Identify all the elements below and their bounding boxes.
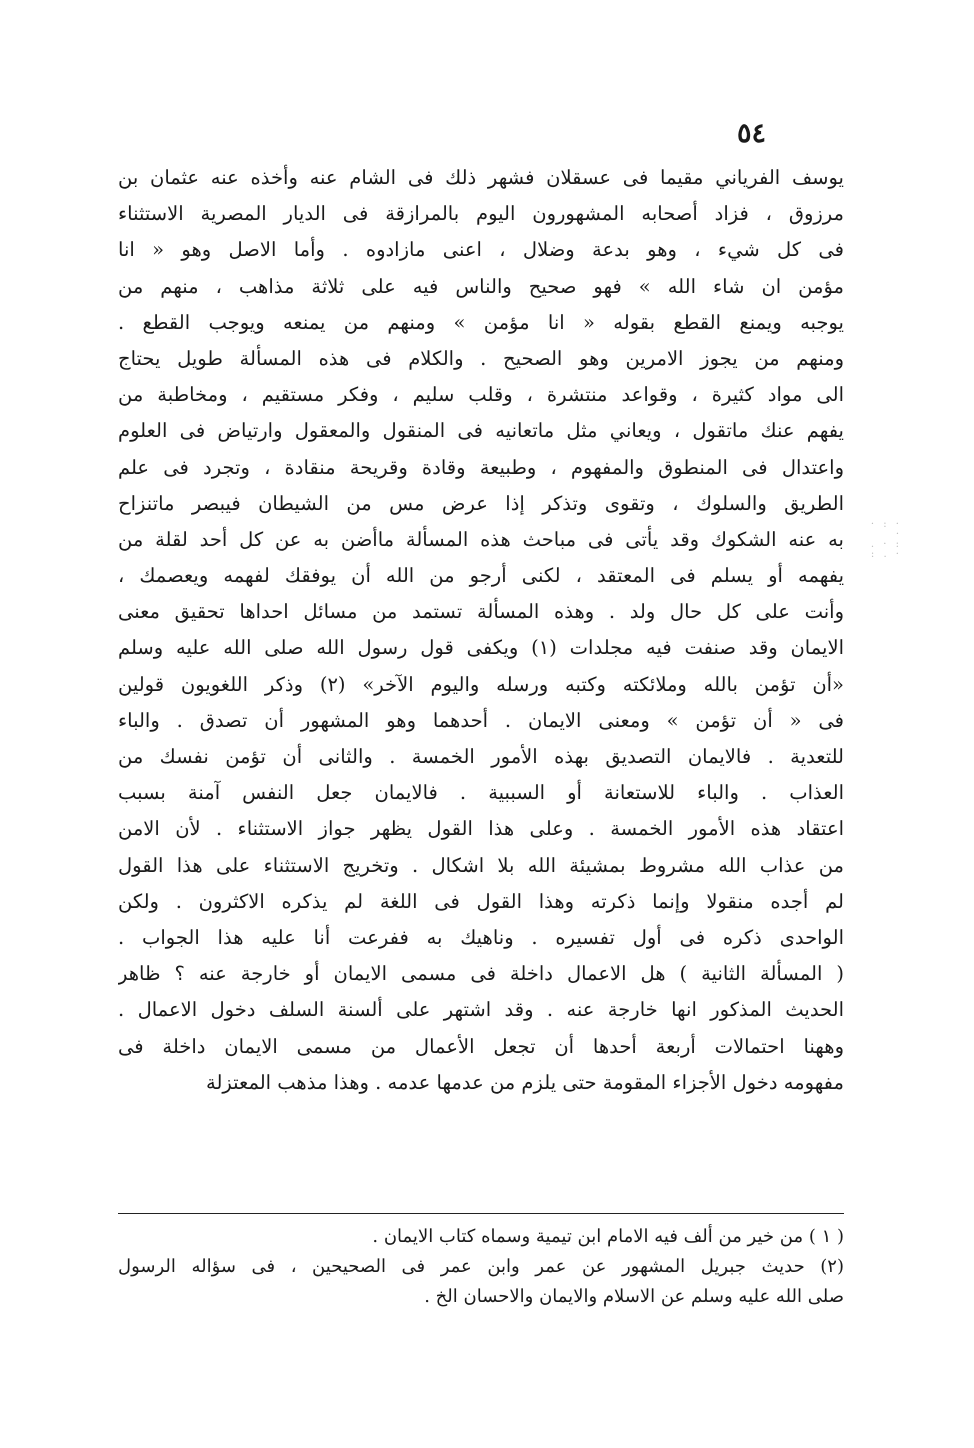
text-line: العذاب . والباء للاستعانة أو السببية . فالايمان جعل النفس آمنة بسبب <box>118 781 844 805</box>
footnotes <box>118 1222 844 1312</box>
text-line: يفهمه أو يسلم فى المعتقد ، لكنى أرجو من الله أن يوفقك لفهمه ويعصمك ، <box>118 564 844 588</box>
margin-speckle-marks: · : · · : · . · . : <box>870 519 902 560</box>
text-line: الطريق والسلوك ، وتقوى وتذكر إذا عرض مس من الشيطان فيبصر ماتنزاح <box>118 491 844 515</box>
text-line: وأنت على كل حال ولد . وهذه المسألة تستمد من مسائل احداها تحقيق معنى <box>118 600 844 624</box>
footnote-2: (٢) حديث جبريل المشهور عن عمر وابن عمر فى الصحيحين ، فى سؤاله الرسول <box>118 1256 844 1277</box>
page-number: ٥٤ <box>736 118 766 149</box>
text-line: اعتقاد هذه الأمور الخمسة . وعلى هذا القول يظهر جواز الاستثناء . لأن الامن <box>118 817 844 841</box>
text-line: مرزوق ، فزاد أصحابه المشهورون اليوم بالمرازقة فى الديار المصرية الاستثناء <box>118 202 844 226</box>
footnote-1: ( ١ ) من خير من ألف فيه الامام ابن تيمية وسماه كتاب الايمان . <box>372 1226 844 1247</box>
text-line: به عنه الشكوك وقد يأتى فى مباحث هذه المسألة ماأضن به عن كل أحد لقلة من <box>118 527 844 551</box>
text-line: وههنا احتمالات أربعة أحدها أن تجعل الأعمال من مسمى الايمان داخلة فى <box>118 1034 844 1058</box>
text-line: الحديث المذكور انها خارجة عنه . وقد اشتهر على ألسنة السلف دخول الاعمال . <box>118 998 844 1022</box>
text-line: الواحدى ذكره فى أول تفسيره . وناهيك به ففرعت أنا عليه هذا الجواب . <box>118 925 844 949</box>
text-line: واعتدال فى المنطوق والمفهوم ، وطبيعة وقادة وقريحة منقادة ، وتجرد فى علم <box>118 455 844 479</box>
body-text <box>118 160 844 1101</box>
text-line: ( المسألة الثانية ) هل الاعمال داخلة فى مسمى الايمان أو خارجة عنه ؟ ظاهر <box>118 962 844 986</box>
footnote-2-continuation: صلى الله عليه وسلم عن الاسلام والايمان والاحسان الخ . <box>424 1286 844 1307</box>
text-line: يفهم عنك ماتقول ، ويعاني مثل ماتعانيه فى المنقول والمعقول وارتياض فى العلوم <box>118 419 844 443</box>
text-line: مؤمن ان شاء الله » فهو صحيح والناس فيه على ثلاثة مذاهب ، منهم من <box>118 274 844 298</box>
text-line: للتعدية . فالايمان التصديق بهذه الأمور الخمسة . والثانى أن تؤمن نفسك من <box>118 745 844 768</box>
text-line: لم أجده منقولا وإنما ذكرته وهذا القول فى اللغة لم يذكره الاكثرون . ولكن <box>118 889 844 913</box>
text-line: فى « أن تؤمن » ومعنى الايمان . أحدهما وهو المشهور أن تصدق . والباء <box>118 708 844 732</box>
text-line: مفهومه دخول الأجزاء المقومة حتى يلزم من عدمها عدمه . وهذا مذهب المعتزلة <box>206 1070 844 1094</box>
text-line: الى مواد كثيرة ، وقواعد منتشرة ، وقلب سليم ، وفكر مستقيم ، ومخاطبة من <box>118 383 844 407</box>
text-line: الايمان وقد صنفت فيه مجلدات (١) ويكفى قول رسول الله صلى الله عليه وسلم <box>118 636 844 660</box>
text-line: «أن تؤمن بالله وملائكته وكتبه ورسله واليوم الآخر» (٢) وذكر اللغويون قولين <box>118 672 844 696</box>
text-line: يوسف الفرياني مقيما فى عسقلان فشهر ذلك فى الشام عنه وأخذه عنه عثمان بن <box>118 166 844 189</box>
text-line: فى كل شيء ، وهو بدعة وضلال ، اعنى مازادوه . وأما الاصل وهو « انا <box>118 238 844 262</box>
footnote-divider <box>118 1213 844 1214</box>
text-line: ومنهم من يجوز الامرين وهو الصحيح . والكلام فى هذه المسألة طويل يحتاج <box>118 346 844 370</box>
text-line: يوجبه ويمنع القطع بقوله « انا مؤمن » ومنهم من يمنعه ويوجب القطع . <box>118 310 844 334</box>
text-line: من عذاب الله مشروط بمشيئة الله بلا اشكال . وتخريج الاستثناء على هذا القول <box>118 853 844 877</box>
